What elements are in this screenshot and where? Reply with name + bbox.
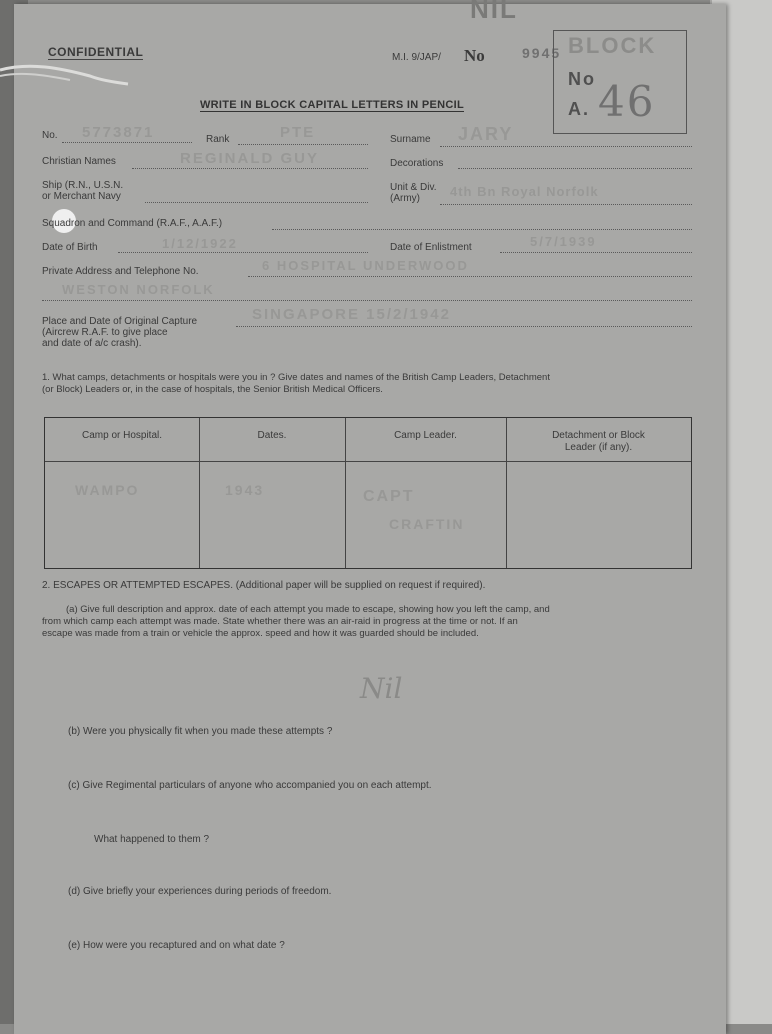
row-leader-1: CAPT [363, 488, 415, 505]
table-header-camp: Camp or Hospital. [81, 430, 163, 441]
label-capture-3: and date of a/c crash). [42, 338, 142, 349]
form-reference: M.I. 9/JAP/ [392, 52, 441, 63]
value-christian-names: REGINALD GUY [180, 150, 320, 167]
table-header-detachment-1: Detachment or Block [552, 430, 645, 441]
row-leader-2: CRAFTIN [389, 516, 465, 532]
camps-table [44, 417, 692, 569]
stamp-block-word: BLOCK [568, 33, 657, 58]
string-tie [0, 40, 140, 100]
q2-e: (e) How were you recaptured and on what date ? [68, 940, 285, 951]
label-dob: Date of Birth [42, 242, 98, 253]
label-unit-2: (Army) [390, 193, 420, 204]
q1-line2: (or Block) Leaders or, in the case of hospitals, the Senior British Medical Officers. [42, 384, 383, 395]
value-surname: JARY [458, 124, 514, 144]
q2-a-line1: (a) Give full description and approx. date of each attempt you made to escape, showing how you left the camp, and [66, 604, 550, 615]
label-christian-names: Christian Names [42, 156, 116, 167]
value-address-2: WESTON NORFOLK [62, 282, 215, 297]
q2-a-line2: from which camp each attempt was made. State whether there was an air-raid in progress at the time or not. If an [42, 616, 518, 627]
table-header-leader: Camp Leader. [394, 430, 457, 441]
form-title: WRITE IN BLOCK CAPITAL LETTERS IN PENCIL [200, 99, 464, 111]
stamp-no-label: No [568, 69, 596, 89]
label-address: Private Address and Telephone No. [42, 266, 199, 277]
row-dates: 1943 [225, 482, 265, 498]
q2-heading: 2. ESCAPES OR ATTEMPTED ESCAPES. (Additional paper will be supplied on request if required). [42, 580, 486, 591]
number-label: No [464, 46, 485, 65]
label-surname: Surname [390, 134, 431, 145]
value-address-1: 6 HOSPITAL UNDERWOOD [262, 258, 469, 273]
table-header-dates: Dates. [257, 430, 287, 441]
label-ship-2: or Merchant Navy [42, 191, 121, 202]
q1-line1: 1. What camps, detachments or hospitals were you in ? Give dates and names of the British Camp Leaders, Detachment [42, 372, 550, 383]
value-enlistment: 5/7/1939 [530, 234, 597, 249]
stamp-number: 46 [598, 77, 656, 126]
label-enlistment: Date of Enlistment [390, 242, 472, 253]
table-header-detachment-2: Leader (if any). [564, 442, 633, 453]
q2-c-followup: What happened to them ? [94, 834, 210, 845]
label-capture-2: (Aircrew R.A.F. to give place [42, 327, 168, 338]
q2-d: (d) Give briefly your experiences during periods of freedom. [68, 886, 332, 897]
value-dob: 1/12/1922 [162, 236, 238, 251]
stamp-letter: A. [568, 99, 590, 119]
label-no: No. [42, 130, 58, 141]
handwritten-nil: Nil [360, 672, 403, 705]
label-decorations: Decorations [390, 158, 444, 169]
top-handwritten-mark: NIL [470, 0, 518, 24]
classification-label: CONFIDENTIAL [48, 45, 144, 59]
block-stamp [553, 30, 687, 134]
value-rank: PTE [280, 124, 316, 141]
label-rank: Rank [206, 134, 230, 145]
label-unit-1: Unit & Div. [390, 182, 437, 193]
label-ship-1: Ship (R.N., U.S.N. [42, 180, 124, 191]
q2-c: (c) Give Regimental particulars of anyone who accompanied you on each attempt. [68, 780, 432, 791]
value-no: 5773871 [82, 124, 155, 141]
q2-a-line3: escape was made from a train or vehicle the approx. speed and how it was guarded should be included. [42, 628, 479, 639]
value-unit: 4th Bn Royal Norfolk [450, 184, 599, 199]
label-squadron: Squadron and Command (R.A.F., A.A.F.) [42, 218, 223, 229]
q2-b: (b) Were you physically fit when you made these attempts ? [68, 726, 333, 737]
value-capture: SINGAPORE 15/2/1942 [252, 306, 451, 323]
form-number: 9945 [522, 45, 562, 61]
label-capture-1: Place and Date of Original Capture [42, 316, 198, 327]
row-camp: WAMPO [75, 482, 140, 498]
